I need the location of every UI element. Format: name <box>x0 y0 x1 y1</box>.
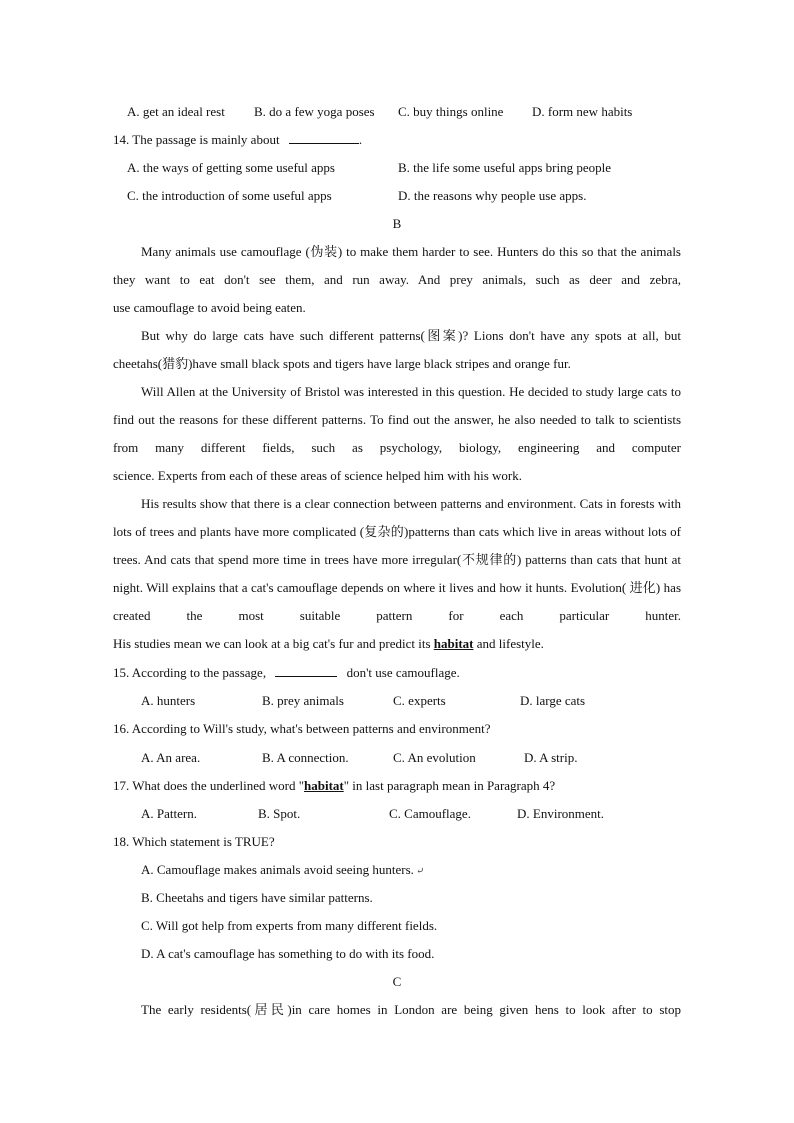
q17-stem-text-b: " in last paragraph mean in Paragraph 4? <box>343 778 556 793</box>
passage-b <box>113 238 681 658</box>
q15-option-c: C. experts <box>393 693 446 708</box>
q14-option-b: B. the life some useful apps bring people <box>398 160 612 175</box>
q18-option-b: B. Cheetahs and tigers have similar patterns. <box>141 890 373 905</box>
underlined-word-habitat: habitat <box>433 636 474 651</box>
passage-b-paragraph-3-end: science. Experts from each of these areas of science helped him with his work. <box>113 468 522 483</box>
q18-option-c: C. Will got help from experts from many different fields. <box>141 918 438 933</box>
q15-option-b: B. prey animals <box>262 693 344 708</box>
q18-option-a <box>141 862 424 880</box>
section-c-heading: C <box>392 974 402 989</box>
q15-stem-text-b: don't use camouflage. <box>346 665 460 680</box>
q14-option-a: A. the ways of getting some useful apps <box>127 160 335 175</box>
q16-option-a: A. An area. <box>141 750 201 765</box>
paragraph-4-end-text-b: and lifestyle. <box>473 636 544 651</box>
q16-stem: 16. According to Will's study, what's between patterns and environment? <box>113 721 491 736</box>
q18-option-a-text: A. Camouflage makes animals avoid seeing hunters. <box>141 862 414 877</box>
passage-b-paragraph-1-end: use camouflage to avoid being eaten. <box>113 300 306 315</box>
q17-stem-text-a: 17. What does the underlined word " <box>113 778 304 793</box>
answer-blank <box>289 133 359 144</box>
q16-option-c: C. An evolution <box>393 750 476 765</box>
section-b-heading: B <box>392 216 402 231</box>
q14-stem-text: 14. The passage is mainly about <box>113 132 280 147</box>
passage-c <box>113 996 681 1024</box>
passage-b-paragraph-1: Many animals use camouflage (伪装) to make them harder to see. Hunters do this so that the animals they want to eat don't see them, and run away. And prey animals, such as deer and zebra, <box>113 244 681 287</box>
q17-option-c: C. Camouflage. <box>389 806 471 821</box>
q13-option-b: B. do a few yoga poses <box>254 104 375 119</box>
passage-b-paragraph-2: But why do large cats have such different patterns(图案)? Lions don't have any spots at all, but <box>141 328 681 343</box>
passage-c-paragraph-1: The early residents(居民)in care homes in London are being given hens to look after to stop <box>141 1002 681 1017</box>
q15-stem <box>113 665 460 681</box>
q14-option-c: C. the introduction of some useful apps <box>127 188 332 203</box>
q13-option-c: C. buy things online <box>398 104 504 119</box>
q13-option-a: A. get an ideal rest <box>127 104 225 119</box>
q17-option-a: A. Pattern. <box>141 806 197 821</box>
passage-b-paragraph-2-end: cheetahs(猎豹)have small black spots and tigers have large black stripes and orange fur. <box>113 356 571 371</box>
q15-stem-text-a: 15. According to the passage, <box>113 665 267 680</box>
q14-stem <box>113 132 362 148</box>
q13-option-d: D. form new habits <box>532 104 633 119</box>
answer-blank <box>275 666 337 677</box>
q15-option-d: D. large cats <box>520 693 586 708</box>
paragraph-mark-icon: ⤶ <box>415 866 425 877</box>
passage-b-paragraph-4: His results show that there is a clear connection between patterns and environment. Cats in forests with lots of trees and plants have more complicated (复杂的)patterns than cats which live in areas without lots of trees. And cats that spend more time in trees have more irregular(不规律的) patterns than cats that hunt at night. Will explains that a cat's camouflage depends on where it lives and how it hunts. Evolution( 进化) has created the most suitable pattern for each particular hunter. <box>113 496 681 623</box>
q16-option-d: D. A strip. <box>524 750 578 765</box>
passage-b-paragraph-3: Will Allen at the University of Bristol was interested in this question. He decided to study large cats to find out the reasons for these different patterns. To find out the answer, he also needed to talk to scientists from many different fields, such as psychology, biology, engineering and computer <box>113 384 681 455</box>
q16-option-b: B. A connection. <box>262 750 349 765</box>
q17-option-d: D. Environment. <box>517 806 605 821</box>
passage-b-paragraph-4-end <box>113 630 681 658</box>
q17-underlined-word: habitat <box>304 778 344 793</box>
q18-option-d: D. A cat's camouflage has something to do with its food. <box>141 946 435 961</box>
q14-option-d: D. the reasons why people use apps. <box>398 188 587 203</box>
q14-stem-end: . <box>358 132 363 147</box>
q17-option-b: B. Spot. <box>258 806 301 821</box>
q17-stem <box>113 778 555 794</box>
paragraph-4-end-text-a: His studies mean we can look at a big cat's fur and predict its <box>113 636 434 651</box>
q15-option-a: A. hunters <box>141 693 196 708</box>
q18-stem: 18. Which statement is TRUE? <box>113 834 275 849</box>
